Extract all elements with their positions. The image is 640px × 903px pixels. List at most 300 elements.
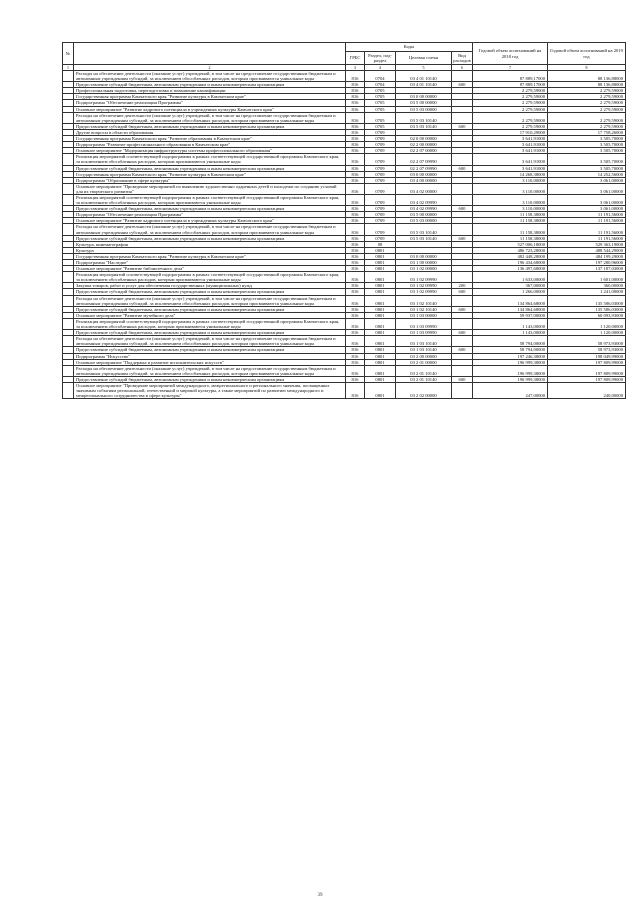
row-sum-2018-cell: 197 246,38000: [473, 353, 548, 359]
row-expense-type-cell: [452, 295, 473, 306]
row-target-article-cell: 03 1 02 00000: [396, 266, 452, 272]
header-target-article: Целевая статья: [396, 52, 452, 65]
row-razdel-cell: 0709: [365, 194, 396, 205]
row-expense-type-cell: 600: [452, 165, 473, 171]
row-name-cell: Реализация мероприятий соответствующей подпрограммы в рамках соответствующей государственной программы Камчатского края, за исключением обособленных расходов, которым присваиваются уникальные коды: [74, 154, 346, 165]
row-razdel-cell: 0709: [365, 142, 396, 148]
row-name-cell: Предоставление субсидий бюджетным, автономным учреждениям и иным некоммерческим организациям: [74, 165, 346, 171]
row-grbs-cell: 816: [346, 318, 365, 329]
row-grbs-cell: 816: [346, 306, 365, 312]
row-num-cell: [63, 71, 74, 82]
row-target-article-cell: 03 2 01 10140: [396, 376, 452, 382]
row-grbs-cell: 816: [346, 177, 365, 183]
row-sum-2018-cell: 2 279,59000: [473, 106, 548, 112]
row-grbs-cell: 816: [346, 376, 365, 382]
row-name-cell: Основное мероприятие "Развитие библиотечного дела": [74, 266, 346, 272]
row-name-cell: Основное мероприятие "Проведение мероприятий по выявлению художественно одаренных детей и молодежи по созданию условий для их творческого развития": [74, 183, 346, 194]
row-sum-2019-cell: 3 505,70000: [548, 136, 626, 142]
row-target-article-cell: 03 1 03 10140: [396, 347, 452, 353]
row-name-cell: Подпрограмма "Образование в сфере культуры": [74, 177, 346, 183]
row-expense-type-cell: 600: [452, 289, 473, 295]
row-grbs-cell: 816: [346, 183, 365, 194]
row-num-cell: [63, 224, 74, 235]
row-expense-type-cell: 600: [452, 123, 473, 129]
header-sum-2018: Годовой объем ассигнований на 2018 год: [473, 43, 548, 65]
row-sum-2018-cell: 3 641,91000: [473, 136, 548, 142]
row-razdel-cell: 0705: [365, 100, 396, 106]
row-grbs-cell: 816: [346, 123, 365, 129]
row-sum-2019-cell: 3 505,70000: [548, 148, 626, 154]
row-grbs-cell: 816: [346, 336, 365, 347]
header-num: №: [63, 43, 74, 65]
row-target-article-cell: 03 0 00 00000: [396, 94, 452, 100]
row-sum-2018-cell: 136 497,68000: [473, 266, 548, 272]
row-expense-type-cell: 600: [452, 206, 473, 212]
row-target-article-cell: 03 1 02 09990: [396, 283, 452, 289]
row-sum-2018-cell: 1 143,00000: [473, 330, 548, 336]
row-name-cell: Основное мероприятие "Развитие кадрового потенциала в учреждениях культуры Камчатского края": [74, 218, 346, 224]
row-name-cell: Предоставление субсидий бюджетным, автономным учреждениям и иным некоммерческим организациям: [74, 206, 346, 212]
row-sum-2019-cell: 1 120,00000: [548, 330, 626, 336]
row-sum-2019-cell: 2 279,59000: [548, 94, 626, 100]
column-index: 4: [365, 65, 396, 71]
row-sum-2018-cell: 3 641,91000: [473, 142, 548, 148]
row-sum-2019-cell: 198 049,99000: [548, 353, 626, 359]
row-sum-2019-cell: 197 280,96000: [548, 260, 626, 266]
row-sum-2019-cell: 360,00000: [548, 283, 626, 289]
row-grbs-cell: 816: [346, 129, 365, 135]
row-sum-2019-cell: 1 120,00000: [548, 318, 626, 329]
row-sum-2019-cell: 14 252,56000: [548, 171, 626, 177]
row-target-article-cell: 03 4 02 00000: [396, 183, 452, 194]
row-expense-type-cell: 600: [452, 306, 473, 312]
row-sum-2019-cell: 3 505,70000: [548, 142, 626, 148]
row-expense-type-cell: [452, 224, 473, 235]
row-sum-2019-cell: 3 505,70000: [548, 154, 626, 165]
row-target-article-cell: 03 0 00 00000: [396, 253, 452, 259]
row-sum-2018-cell: 527 006,18000: [473, 241, 548, 247]
row-expense-type-cell: [452, 365, 473, 376]
row-name-cell: Предоставление субсидий бюджетным, автономным учреждениям и иным некоммерческим организациям: [74, 82, 346, 88]
row-razdel-cell: 0704: [365, 82, 396, 88]
row-sum-2018-cell: 486 723,28000: [473, 247, 548, 253]
header-grbs: ГРБС: [346, 52, 365, 65]
row-grbs-cell: 816: [346, 289, 365, 295]
row-name-cell: Реализация мероприятий соответствующей подпрограммы в рамках соответствующей государственной программы Камчатского края, за исключением обособленных расходов, которым присваиваются уникальные коды: [74, 194, 346, 205]
row-grbs-cell: 816: [346, 88, 365, 94]
row-razdel-cell: 0801: [365, 266, 396, 272]
row-sum-2019-cell: 3 505,70000: [548, 165, 626, 171]
row-razdel-cell: 0801: [365, 318, 396, 329]
row-grbs-cell: 816: [346, 94, 365, 100]
row-expense-type-cell: [452, 336, 473, 347]
row-sum-2019-cell: 58 973,93000: [548, 336, 626, 347]
row-target-article-cell: 03 5 03 00000: [396, 218, 452, 224]
column-index: 3: [346, 65, 365, 71]
row-name-cell: Подпрограмма "Развитие профессионального образования в Камчатском крае": [74, 142, 346, 148]
row-sum-2019-cell: 58 973,93000: [548, 347, 626, 353]
row-name-cell: Предоставление субсидий бюджетным, автономным учреждениям и иным некоммерческим организациям: [74, 376, 346, 382]
row-target-article-cell: 03 4 01 10140: [396, 82, 452, 88]
row-name-cell: Государственная программа Камчатского края "Развитие культуры в Камчатском крае": [74, 171, 346, 177]
row-sum-2018-cell: 196 999,38000: [473, 365, 548, 376]
header-sum-2019: Годовой объем ассигнований на 2019 год: [548, 43, 626, 65]
row-target-article-cell: 03 1 02 09990: [396, 272, 452, 283]
row-name-cell: Основное мероприятие "Модернизация инфраструктуры системы профессионального образования": [74, 148, 346, 154]
header-codes: Коды: [346, 43, 473, 52]
row-target-article-cell: 03 5 00 00000: [396, 212, 452, 218]
row-grbs-cell: 816: [346, 142, 365, 148]
row-razdel-cell: 0705: [365, 123, 396, 129]
row-razdel-cell: 0705: [365, 88, 396, 94]
table-body: [63, 71, 626, 399]
row-grbs-cell: 816: [346, 212, 365, 218]
row-razdel-cell: 0801: [365, 247, 396, 253]
row-target-article-cell: 02 2 00 00000: [396, 142, 452, 148]
row-target-article-cell: 03 1 03 00000: [396, 312, 452, 318]
row-sum-2018-cell: 2 279,59000: [473, 112, 548, 123]
row-target-article-cell: 03 4 01 10140: [396, 71, 452, 82]
row-grbs-cell: 816: [346, 382, 365, 398]
row-sum-2018-cell: 2 279,59000: [473, 94, 548, 100]
row-target-article-cell: 03 0 00 00000: [396, 171, 452, 177]
row-name-cell: Расходы на обеспечение деятельности (оказание услуг) учреждений, в том числе на предоставление государственным бюджетным и автономным учреждениям субсидий, за исключением обособленных расходов, которым присваиваются уникальные коды: [74, 71, 346, 82]
row-razdel-cell: 0705: [365, 112, 396, 123]
row-name-cell: Подпрограмма "Искусство": [74, 353, 346, 359]
row-sum-2019-cell: 17 758,26000: [548, 129, 626, 135]
row-expense-type-cell: [452, 318, 473, 329]
row-sum-2019-cell: 529 363,19000: [548, 241, 626, 247]
row-grbs-cell: 816: [346, 171, 365, 177]
row-sum-2019-cell: 2 279,59000: [548, 112, 626, 123]
table-header: [63, 43, 626, 71]
row-target-article-cell: 03 5 03 10140: [396, 112, 452, 123]
row-sum-2019-cell: 240,00000: [548, 382, 626, 398]
row-name-cell: Расходы на обеспечение деятельности (оказание услуг) учреждений, в том числе на предоставление государственным бюджетным и автономным учреждениям субсидий, за исключением обособленных расходов, которым присваиваются уникальные коды: [74, 112, 346, 123]
row-name-cell: Подпрограмма "Наследие": [74, 260, 346, 266]
column-index: 6: [452, 65, 473, 71]
row-sum-2019-cell: 3 061,00000: [548, 206, 626, 212]
column-index: 8: [548, 65, 626, 71]
row-expense-type-cell: 600: [452, 347, 473, 353]
row-razdel-cell: 0709: [365, 148, 396, 154]
row-name-cell: Культура, кинематография: [74, 241, 346, 247]
row-sum-2018-cell: 87 889,17000: [473, 71, 548, 82]
row-name-cell: Государственная программа Камчатского края "Развитие культуры в Камчатском крае": [74, 253, 346, 259]
row-sum-2018-cell: 11 158,38000: [473, 224, 548, 235]
row-sum-2018-cell: 2 279,59000: [473, 100, 548, 106]
row-expense-type-cell: 600: [452, 376, 473, 382]
row-name-cell: Государственная программа Камчатского края "Развитие образования в Камчатском крае": [74, 136, 346, 142]
row-sum-2019-cell: 197 809,99000: [548, 359, 626, 365]
column-index: 5: [396, 65, 452, 71]
row-sum-2019-cell: 11 191,56000: [548, 235, 626, 241]
budget-table: [62, 42, 626, 399]
row-name-cell: Основное мероприятие "Развитие кадрового потенциала в учреждениях культуры Камчатского края": [74, 106, 346, 112]
row-target-article-cell: 03 4 02 09990: [396, 194, 452, 205]
row-target-article-cell: 03 1 02 10140: [396, 295, 452, 306]
row-grbs-cell: 816: [346, 71, 365, 82]
row-expense-type-cell: [452, 183, 473, 194]
row-sum-2018-cell: 482 448,28000: [473, 253, 548, 259]
row-expense-type-cell: [452, 71, 473, 82]
row-sum-2019-cell: 137 187,03000: [548, 266, 626, 272]
table-row: [63, 365, 626, 376]
row-target-article-cell: 03 2 02 00000: [396, 382, 452, 398]
row-target-article-cell: 02 2 07 09990: [396, 165, 452, 171]
row-sum-2019-cell: 484 199,29000: [548, 253, 626, 259]
row-sum-2019-cell: 2 279,59000: [548, 100, 626, 106]
row-sum-2019-cell: 1 241,00000: [548, 289, 626, 295]
row-sum-2018-cell: 3 641,91000: [473, 148, 548, 154]
row-expense-type-cell: 600: [452, 330, 473, 336]
row-target-article-cell: 02 2 07 09990: [396, 154, 452, 165]
row-expense-type-cell: [452, 194, 473, 205]
row-sum-2019-cell: 60 093,93000: [548, 312, 626, 318]
row-num-cell: [63, 382, 74, 398]
row-expense-type-cell: [452, 272, 473, 283]
row-sum-2019-cell: 135 586,03000: [548, 306, 626, 312]
row-target-article-cell: 03 2 00 00000: [396, 353, 452, 359]
row-target-article-cell: 03 1 02 09990: [396, 289, 452, 295]
row-sum-2018-cell: 3 110,00000: [473, 177, 548, 183]
row-name-cell: Предоставление субсидий бюджетным, автономным учреждениям и иным некоммерческим организациям: [74, 330, 346, 336]
row-num-cell: [63, 112, 74, 123]
row-grbs-cell: 816: [346, 260, 365, 266]
row-razdel-cell: 0705: [365, 106, 396, 112]
row-target-article-cell: 03 1 03 09990: [396, 318, 452, 329]
column-index: 1: [63, 65, 74, 71]
table-row: [63, 183, 626, 194]
row-sum-2019-cell: 1 601,00000: [548, 272, 626, 283]
row-sum-2018-cell: 196 999,38000: [473, 376, 548, 382]
row-razdel-cell: 0709: [365, 224, 396, 235]
row-name-cell: Предоставление субсидий бюджетным, автономным учреждениям и иным некоммерческим организациям: [74, 347, 346, 353]
row-sum-2018-cell: 2 279,59000: [473, 123, 548, 129]
table-row: [63, 71, 626, 82]
row-sum-2018-cell: 367,00000: [473, 283, 548, 289]
column-index: 2: [74, 65, 346, 71]
row-name-cell: Расходы на обеспечение деятельности (оказание услуг) учреждений, в том числе на предоставление государственным бюджетным и автономным учреждениям субсидий, за исключением обособленных расходов, которым присваиваются уникальные коды: [74, 365, 346, 376]
row-target-article-cell: 03 1 03 10140: [396, 336, 452, 347]
row-grbs-cell: 816: [346, 235, 365, 241]
row-grbs-cell: 816: [346, 218, 365, 224]
header-name: [74, 43, 346, 65]
row-name-cell: Предоставление субсидий бюджетным, автономным учреждениям и иным некоммерческим организациям: [74, 306, 346, 312]
row-sum-2018-cell: 11 158,38000: [473, 212, 548, 218]
row-razdel-cell: 08: [365, 241, 396, 247]
row-sum-2018-cell: 1 633,00000: [473, 272, 548, 283]
row-grbs-cell: 816: [346, 295, 365, 306]
row-grbs-cell: 816: [346, 365, 365, 376]
row-razdel-cell: 0709: [365, 171, 396, 177]
row-razdel-cell: 0801: [365, 312, 396, 318]
row-razdel-cell: 0704: [365, 71, 396, 82]
row-sum-2018-cell: 11 158,38000: [473, 235, 548, 241]
row-grbs-cell: 816: [346, 106, 365, 112]
row-razdel-cell: 0801: [365, 353, 396, 359]
row-razdel-cell: 0709: [365, 212, 396, 218]
row-target-article-cell: 03 1 03 09990: [396, 330, 452, 336]
table-row: [63, 154, 626, 165]
row-sum-2019-cell: 197 809,99000: [548, 376, 626, 382]
row-razdel-cell: 0709: [365, 136, 396, 142]
row-sum-2018-cell: 3 110,00000: [473, 194, 548, 205]
row-sum-2019-cell: 11 191,56000: [548, 218, 626, 224]
row-name-cell: Подпрограмма "Обеспечение реализации Программы": [74, 212, 346, 218]
row-razdel-cell: 0709: [365, 154, 396, 165]
row-razdel-cell: 0709: [365, 183, 396, 194]
row-sum-2018-cell: 58 794,00000: [473, 347, 548, 353]
row-sum-2018-cell: 134 864,68000: [473, 306, 548, 312]
row-razdel-cell: 0705: [365, 94, 396, 100]
row-razdel-cell: 0801: [365, 382, 396, 398]
row-sum-2018-cell: 134 864,68000: [473, 295, 548, 306]
row-name-cell: Основное мероприятие "Проведение мероприятий международного, межрегионального и регионального значения, посвященных значимым событиям региональной, отечественной и мировой культуры, а также мероприятий по развитию международного и межрегионального сотрудничества в сфере культуры": [74, 382, 346, 398]
row-sum-2018-cell: 87 889,17000: [473, 82, 548, 88]
row-target-article-cell: 03 5 03 00000: [396, 106, 452, 112]
row-expense-type-cell: [452, 154, 473, 165]
row-sum-2019-cell: 11 191,56000: [548, 224, 626, 235]
row-target-article-cell: 02 0 00 00000: [396, 136, 452, 142]
row-sum-2019-cell: 488 544,29000: [548, 247, 626, 253]
row-grbs-cell: 816: [346, 272, 365, 283]
row-name-cell: Основное мероприятие "Поддержка и развитие исполнительских искусств": [74, 359, 346, 365]
row-grbs-cell: 816: [346, 283, 365, 289]
row-target-article-cell: 03 2 01 10140: [396, 365, 452, 376]
row-sum-2018-cell: 196 434,68000: [473, 260, 548, 266]
row-grbs-cell: 816: [346, 165, 365, 171]
row-razdel-cell: 0801: [365, 253, 396, 259]
row-razdel-cell: 0801: [365, 306, 396, 312]
row-grbs-cell: 816: [346, 82, 365, 88]
row-target-article-cell: 03 4 02 09990: [396, 206, 452, 212]
header-razdel: Раздел, под-раздел: [365, 52, 396, 65]
row-name-cell: Закупка товаров, работ и услуг для обеспечения государственных (муниципальных) нужд: [74, 283, 346, 289]
row-target-article-cell: 03 4 00 00000: [396, 177, 452, 183]
row-razdel-cell: 0801: [365, 283, 396, 289]
row-target-article-cell: 03 2 01 00000: [396, 359, 452, 365]
row-razdel-cell: 0801: [365, 359, 396, 365]
row-num-cell: [63, 272, 74, 283]
row-sum-2018-cell: 2 279,59000: [473, 88, 548, 94]
budget-table-page: [62, 42, 625, 399]
row-num-cell: [63, 183, 74, 194]
row-razdel-cell: 0709: [365, 218, 396, 224]
row-name-cell: Предоставление субсидий бюджетным, автономным учреждениям и иным некоммерческим организациям: [74, 289, 346, 295]
row-sum-2018-cell: 58 794,00000: [473, 336, 548, 347]
column-index: 7: [473, 65, 548, 71]
row-sum-2018-cell: 17 910,29000: [473, 129, 548, 135]
row-name-cell: Профессиональная подготовка, переподготовка и повышение квалификации: [74, 88, 346, 94]
row-num-cell: [63, 154, 74, 165]
row-sum-2019-cell: 197 809,99000: [548, 365, 626, 376]
row-sum-2018-cell: 14 268,38000: [473, 171, 548, 177]
table-row: [63, 295, 626, 306]
row-razdel-cell: 0709: [365, 177, 396, 183]
row-name-cell: Предоставление субсидий бюджетным, автономным учреждениям и иным некоммерческим организациям: [74, 235, 346, 241]
row-razdel-cell: 0801: [365, 330, 396, 336]
row-sum-2018-cell: 247,00000: [473, 382, 548, 398]
row-sum-2018-cell: 11 158,38000: [473, 218, 548, 224]
row-name-cell: Реализация мероприятий соответствующей подпрограммы в рамках соответствующей государственной программы Камчатского края, за исключением обособленных расходов, которым присваиваются уникальные коды: [74, 272, 346, 283]
row-razdel-cell: 0801: [365, 347, 396, 353]
row-grbs-cell: 816: [346, 136, 365, 142]
row-razdel-cell: 0801: [365, 365, 396, 376]
row-name-cell: Расходы на обеспечение деятельности (оказание услуг) учреждений, в том числе на предоставление государственным бюджетным и автономным учреждениям субсидий, за исключением обособленных расходов, которым присваиваются уникальные коды: [74, 336, 346, 347]
row-grbs-cell: 816: [346, 347, 365, 353]
row-sum-2019-cell: 3 061,00000: [548, 194, 626, 205]
row-sum-2019-cell: 11 191,56000: [548, 212, 626, 218]
row-sum-2019-cell: 2 279,59000: [548, 106, 626, 112]
row-sum-2019-cell: 2 279,59000: [548, 123, 626, 129]
row-sum-2018-cell: 3 641,91000: [473, 165, 548, 171]
row-grbs-cell: 816: [346, 330, 365, 336]
row-sum-2018-cell: 196 999,38000: [473, 359, 548, 365]
row-grbs-cell: 816: [346, 247, 365, 253]
row-razdel-cell: 0801: [365, 295, 396, 306]
table-row: [63, 224, 626, 235]
row-grbs-cell: 816: [346, 253, 365, 259]
page-number: 39: [317, 893, 323, 898]
row-expense-type-cell: [452, 382, 473, 398]
row-sum-2018-cell: 3 110,00000: [473, 183, 548, 194]
row-razdel-cell: 0801: [365, 376, 396, 382]
row-expense-type-cell: [452, 112, 473, 123]
row-name-cell: Государственная программа Камчатского края "Развитие культуры в Камчатском крае": [74, 94, 346, 100]
row-razdel-cell: 0801: [365, 336, 396, 347]
row-sum-2019-cell: 88 136,88000: [548, 71, 626, 82]
row-sum-2019-cell: 135 586,03000: [548, 295, 626, 306]
row-grbs-cell: 816: [346, 312, 365, 318]
row-target-article-cell: 03 1 00 00000: [396, 260, 452, 266]
row-target-article-cell: 02 2 07 00000: [396, 148, 452, 154]
row-grbs-cell: 816: [346, 241, 365, 247]
row-razdel-cell: 0709: [365, 206, 396, 212]
row-sum-2018-cell: 59 937,00000: [473, 312, 548, 318]
row-target-article-cell: 03 1 02 10140: [396, 306, 452, 312]
row-grbs-cell: 816: [346, 353, 365, 359]
row-sum-2018-cell: 1 143,00000: [473, 318, 548, 329]
row-grbs-cell: 816: [346, 154, 365, 165]
row-target-article-cell: 03 5 03 10140: [396, 123, 452, 129]
row-grbs-cell: 816: [346, 266, 365, 272]
table-row: [63, 112, 626, 123]
row-name-cell: Подпрограмма "Обеспечение реализации Программы": [74, 100, 346, 106]
row-sum-2019-cell: 3 061,00000: [548, 183, 626, 194]
row-name-cell: Предоставление субсидий бюджетным, автономным учреждениям и иным некоммерческим организациям: [74, 123, 346, 129]
row-num-cell: [63, 365, 74, 376]
row-name-cell: Другие вопросы в области образования: [74, 129, 346, 135]
row-name-cell: Расходы на обеспечение деятельности (оказание услуг) учреждений, в том числе на предоставление государственным бюджетным и автономным учреждениям субсидий, за исключением обособленных расходов, которым присваиваются уникальные коды: [74, 295, 346, 306]
row-grbs-cell: 816: [346, 206, 365, 212]
row-name-cell: Культура: [74, 247, 346, 253]
row-num-cell: [63, 194, 74, 205]
row-expense-type-cell: 600: [452, 235, 473, 241]
row-sum-2018-cell: 3 641,91000: [473, 154, 548, 165]
table-row: [63, 336, 626, 347]
row-grbs-cell: 816: [346, 112, 365, 123]
row-name-cell: Основное мероприятие "Развитие музейного дела": [74, 312, 346, 318]
row-sum-2019-cell: 2 279,59000: [548, 88, 626, 94]
row-name-cell: Реализация мероприятий соответствующей подпрограммы в рамках соответствующей государственной программы Камчатского края, за исключением обособленных расходов, которым присваиваются уникальные коды: [74, 318, 346, 329]
row-grbs-cell: 816: [346, 148, 365, 154]
table-row: [63, 382, 626, 398]
header-expense-type: Вид расходов: [453, 52, 471, 63]
row-sum-2018-cell: 3 110,00000: [473, 206, 548, 212]
row-target-article-cell: 03 5 03 10140: [396, 224, 452, 235]
row-target-article-cell: 03 5 00 00000: [396, 100, 452, 106]
